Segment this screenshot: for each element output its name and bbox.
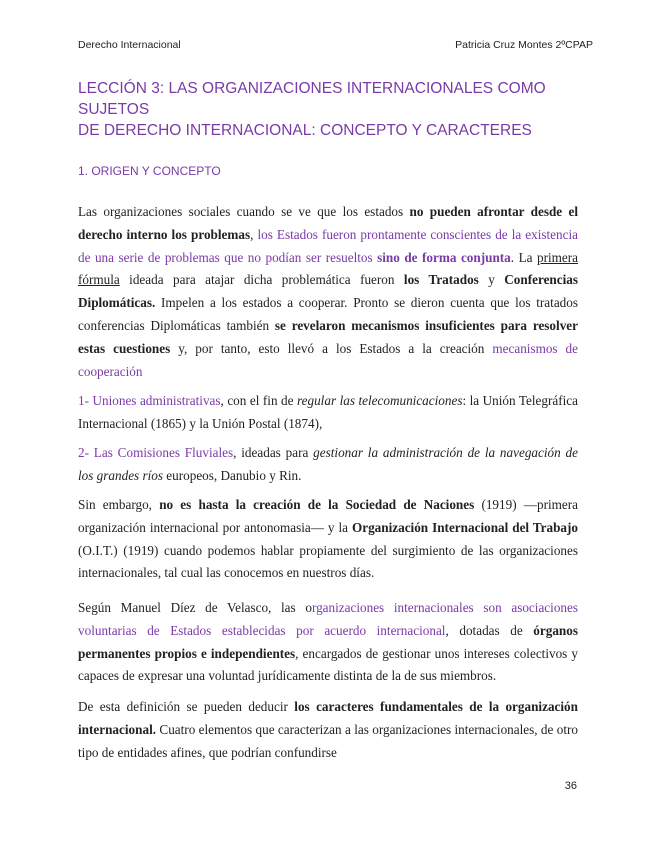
highlight-text: 2- Las Comisiones Fluviales: [78, 445, 234, 460]
bold-text: no es hasta la creación de la Sociedad de Naciones: [159, 497, 475, 512]
paragraph-uniones: [78, 390, 578, 436]
highlight-text: rganizaciones internacionales son asociaciones voluntarias de Estados establecidas por acuerdo internacional: [78, 600, 578, 638]
section-heading: 1. ORIGEN Y CONCEPTO: [78, 164, 221, 178]
paragraph-comisiones: [78, 442, 578, 488]
title-line-1: LECCIÓN 3: LAS ORGANIZACIONES INTERNACIONALES COMO SUJETOS: [78, 80, 546, 118]
header-left: Derecho Internacional: [78, 39, 181, 51]
paragraph-definicion: [78, 597, 578, 688]
text: , dotadas de: [445, 622, 534, 638]
text: (1919) —primera organización internacional por antonomasia— y la: [78, 497, 578, 535]
page-number: 36: [564, 780, 577, 792]
highlight-bold-text: sino de forma conjunta: [377, 249, 511, 265]
italic-text: gestionar la administración de la navegación de los grandes ríos: [78, 445, 578, 483]
italic-text: regular las telecomunicaciones: [297, 393, 463, 408]
text: Impelen a los estados a cooperar. Pronto se dieron cuenta que los tratados conferencias Diplomáticas también: [78, 295, 578, 333]
text: Las organizaciones sociales cuando se ve que los estados: [78, 204, 410, 219]
text: De esta definición se pueden deducir: [78, 699, 295, 714]
header-right: Patricia Cruz Montes 2ºCPAP: [455, 39, 593, 51]
paragraph-origin: [78, 201, 578, 383]
bold-text: Organización Internacional del Trabajo: [351, 519, 578, 535]
text: ideada para atajar dicha problemática fueron: [119, 272, 404, 288]
bold-text: se revelaron mecanismos insuficientes para resolver estas cuestiones: [78, 317, 578, 356]
bold-text: los caracteres fundamentales de la organización internacional.: [78, 699, 578, 737]
paragraph-caracteres: [78, 696, 578, 764]
bold-text: órganos permanentes propios e independientes: [78, 622, 578, 661]
text: europeos, Danubio y Rin.: [163, 467, 302, 483]
highlight-text: los Estados fueron prontamente conscientes de la existencia de una serie de problemas que no podían ser resueltos: [78, 226, 578, 265]
text: , encargados de gestionar unos intereses colectivos y capaces de expresar una voluntad jurídicamente distinta de la de sus miembros.: [78, 645, 578, 684]
bold-text: los Tratados: [403, 272, 479, 288]
text: y: [478, 272, 505, 288]
text: , ideadas para: [233, 445, 314, 460]
text: Según Manuel Díez de Velasco, las o: [78, 600, 312, 615]
paragraph-sociedad-naciones: [78, 494, 578, 585]
text: . La: [510, 249, 537, 265]
text: y, por tanto, esto llevó a los Estados a la creación: [170, 340, 493, 356]
bold-text: Conferencias Diplomáticas.: [78, 272, 579, 311]
underlined-text: primera fórmula: [78, 249, 578, 288]
text: (O.I.T.) (1919) cuando podemos hablar propiamente del surgimiento de las organizaciones internacionales, tal cual las conocemos en nuestros días.: [78, 542, 578, 581]
text: ,: [250, 226, 258, 242]
text: , con el fin de: [220, 393, 297, 408]
text: Cuatro elementos que caracterizan a las organizaciones internacionales, de otro tipo de entidades afines, que podrían confundirse: [78, 721, 578, 760]
title-line-2: DE DERECHO INTERNACIONAL: CONCEPTO Y CARACTERES: [78, 122, 532, 139]
highlight-text: 1- Uniones administrativas: [78, 393, 221, 408]
bold-text: no pueden afrontar desde el derecho interno los problemas: [78, 204, 578, 242]
page-title: [78, 78, 578, 141]
text: Sin embargo,: [78, 497, 160, 512]
text: : la Unión Telegráfica Internacional (1865) y la Unión Postal (1874),: [78, 393, 578, 431]
highlight-text: mecanismos de cooperación: [78, 340, 579, 379]
